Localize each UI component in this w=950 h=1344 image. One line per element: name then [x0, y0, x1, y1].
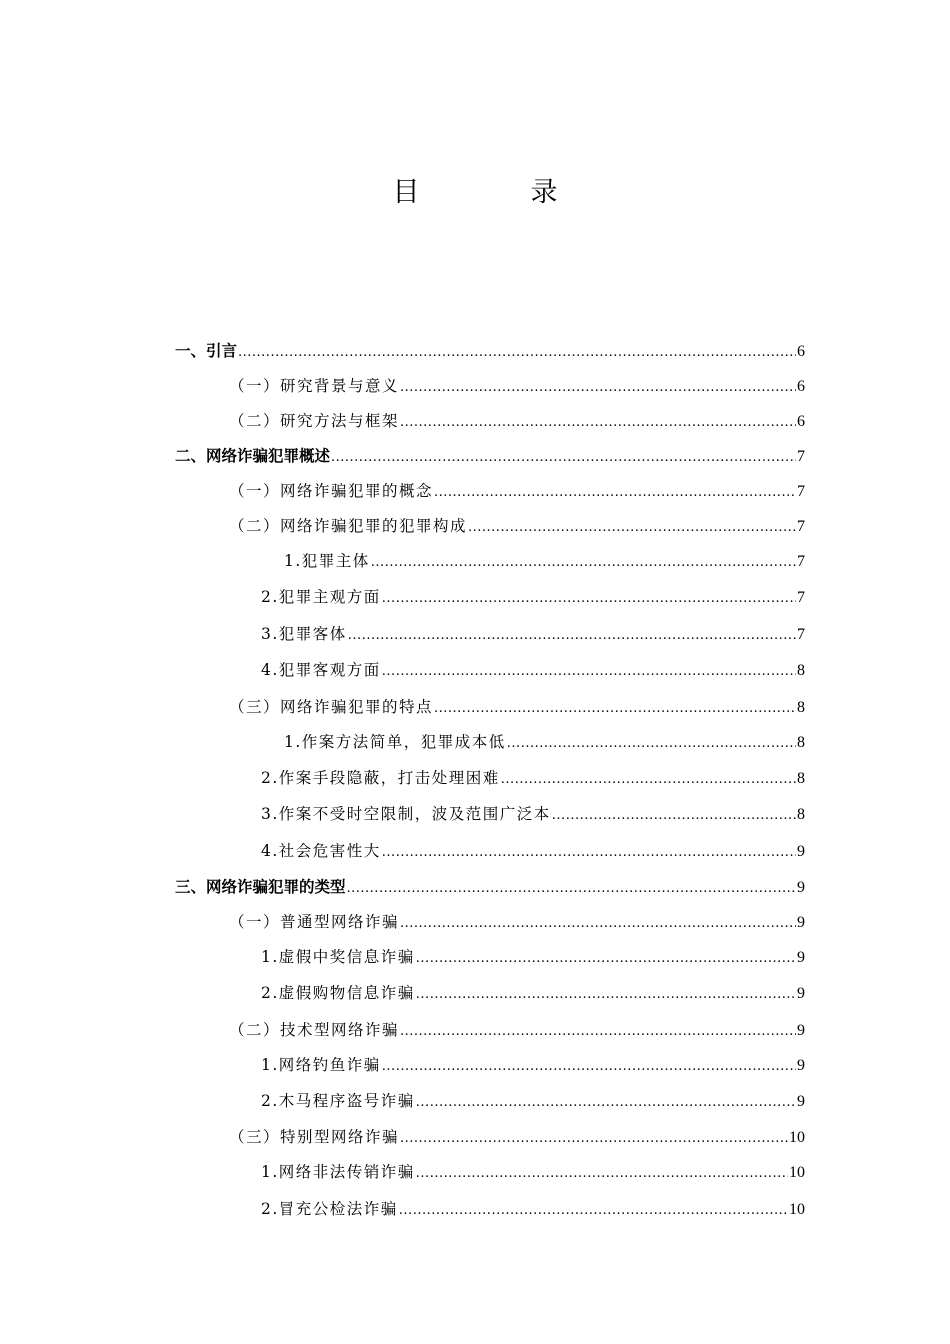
toc-page-number: 8 [797, 806, 805, 823]
toc-entry-intro[interactable] [175, 339, 805, 363]
toc-entry-hidden-means[interactable] [261, 766, 805, 790]
toc-leader-dots [382, 1055, 796, 1079]
toc-entry-fake-prize[interactable] [261, 945, 805, 969]
toc-page-number: 9 [797, 949, 805, 966]
toc-title: 目 录 [392, 177, 600, 208]
toc-page-number: 6 [797, 343, 805, 360]
toc-entry-label: （三）网络诈骗犯罪的特点 [229, 698, 434, 716]
toc-entry-fake-shopping[interactable] [261, 981, 805, 1005]
toc-entry-label: （二）研究方法与框架 [229, 412, 400, 430]
toc-entry-label: 3.作案不受时空限制，波及范围广泛本 [261, 805, 551, 823]
toc-entry-constitution[interactable] [229, 514, 805, 538]
toc-leader-dots [434, 481, 796, 505]
toc-leader-dots [400, 912, 796, 936]
toc-page-number: 9 [797, 914, 805, 931]
toc-entry-types[interactable] [175, 875, 805, 899]
toc-page-number: 8 [797, 734, 805, 751]
toc-entry-overview[interactable] [175, 444, 805, 468]
toc-entry-objective[interactable] [261, 658, 805, 682]
toc-entry-phishing[interactable] [261, 1053, 805, 1077]
toc-page-number: 7 [797, 589, 805, 606]
toc-entry-label: （一）研究背景与意义 [229, 377, 400, 395]
toc-entry-label: 1.网络非法传销诈骗 [261, 1163, 415, 1181]
toc-leader-dots [501, 768, 796, 792]
toc-entry-label: 3.犯罪客体 [261, 625, 347, 643]
toc-page-number: 9 [797, 985, 805, 1002]
toc-entry-simple-method[interactable] [284, 730, 805, 754]
toc-entry-concept[interactable] [229, 479, 805, 503]
toc-entry-trojan[interactable] [261, 1089, 805, 1113]
toc-leader-dots [400, 1127, 788, 1151]
toc-page-number: 6 [797, 378, 805, 395]
toc-leader-dots [400, 1020, 796, 1044]
toc-entry-label: （一）网络诈骗犯罪的概念 [229, 482, 434, 500]
toc-entry-features[interactable] [229, 695, 805, 719]
toc-page-number: 10 [789, 1201, 805, 1218]
toc-entry-label: 1.虚假中奖信息诈骗 [261, 948, 415, 966]
toc-entry-no-limits[interactable] [261, 802, 805, 826]
toc-page-number: 8 [797, 699, 805, 716]
toc-page-number: 7 [797, 626, 805, 643]
toc-entry-label: 1.网络钓鱼诈骗 [261, 1056, 381, 1074]
toc-leader-dots [348, 624, 796, 648]
toc-page-number: 10 [789, 1164, 805, 1181]
toc-leader-dots [399, 1199, 788, 1223]
toc-page-number: 10 [789, 1129, 805, 1146]
toc-entry-label: 2.虚假购物信息诈骗 [261, 984, 415, 1002]
toc-entry-subjective[interactable] [261, 585, 805, 609]
toc-leader-dots [400, 376, 796, 400]
toc-entry-background[interactable] [229, 374, 805, 398]
toc-leader-dots [382, 587, 796, 611]
toc-leader-dots [416, 947, 796, 971]
toc-entry-method[interactable] [229, 409, 805, 433]
toc-entry-label: （三）特别型网络诈骗 [229, 1128, 400, 1146]
toc-entry-subject[interactable] [284, 549, 805, 573]
toc-entry-object[interactable] [261, 622, 805, 646]
toc-entry-label: 4.犯罪客观方面 [261, 661, 381, 679]
toc-leader-dots [382, 660, 796, 684]
toc-leader-dots [507, 732, 796, 756]
toc-entry-pyramid[interactable] [261, 1160, 805, 1184]
toc-entry-label: （一）普通型网络诈骗 [229, 913, 400, 931]
toc-entry-label: 2.犯罪主观方面 [261, 588, 381, 606]
toc-entry-label: 二、网络诈骗犯罪概述 [175, 447, 331, 465]
toc-page-number: 9 [797, 1057, 805, 1074]
toc-entry-label: 1.犯罪主体 [284, 552, 370, 570]
toc-entry-label: 一、引言 [175, 342, 238, 360]
toc-page-number: 8 [797, 770, 805, 787]
toc-page-number: 7 [797, 448, 805, 465]
toc-entry-label: 2.冒充公检法诈骗 [261, 1200, 398, 1218]
toc-entry-ordinary[interactable] [229, 910, 805, 934]
toc-entry-label: 三、网络诈骗犯罪的类型 [175, 878, 346, 896]
toc-page-number: 9 [797, 1093, 805, 1110]
toc-leader-dots [416, 1091, 796, 1115]
toc-entry-special[interactable] [229, 1125, 805, 1149]
toc-entry-label: 1.作案方法简单，犯罪成本低 [284, 733, 506, 751]
toc-leader-dots [347, 877, 796, 901]
toc-page-number: 7 [797, 518, 805, 535]
toc-page-number: 8 [797, 662, 805, 679]
toc-leader-dots [468, 516, 796, 540]
toc-leader-dots [416, 983, 796, 1007]
toc-leader-dots [552, 804, 796, 828]
toc-page-number: 9 [797, 879, 805, 896]
toc-entry-label: 4.社会危害性大 [261, 842, 381, 860]
toc-leader-dots [371, 551, 796, 575]
toc-leader-dots [400, 411, 796, 435]
toc-leader-dots [416, 1162, 788, 1186]
toc-entry-label: （二）技术型网络诈骗 [229, 1021, 400, 1039]
toc-page-number: 9 [797, 843, 805, 860]
toc-entry-impersonation[interactable] [261, 1197, 805, 1221]
toc-entry-technical[interactable] [229, 1018, 805, 1042]
toc-leader-dots [434, 697, 796, 721]
toc-page-number: 9 [797, 1022, 805, 1039]
toc-page-number: 6 [797, 413, 805, 430]
toc-entry-label: （二）网络诈骗犯罪的犯罪构成 [229, 517, 468, 535]
toc-entry-harm[interactable] [261, 839, 805, 863]
toc-leader-dots [238, 341, 796, 365]
toc-entry-label: 2.木马程序盗号诈骗 [261, 1092, 415, 1110]
toc-page-number: 7 [797, 553, 805, 570]
toc-leader-dots [331, 446, 796, 470]
toc-page-number: 7 [797, 483, 805, 500]
toc-leader-dots [382, 841, 796, 865]
toc-entry-label: 2.作案手段隐蔽，打击处理困难 [261, 769, 500, 787]
